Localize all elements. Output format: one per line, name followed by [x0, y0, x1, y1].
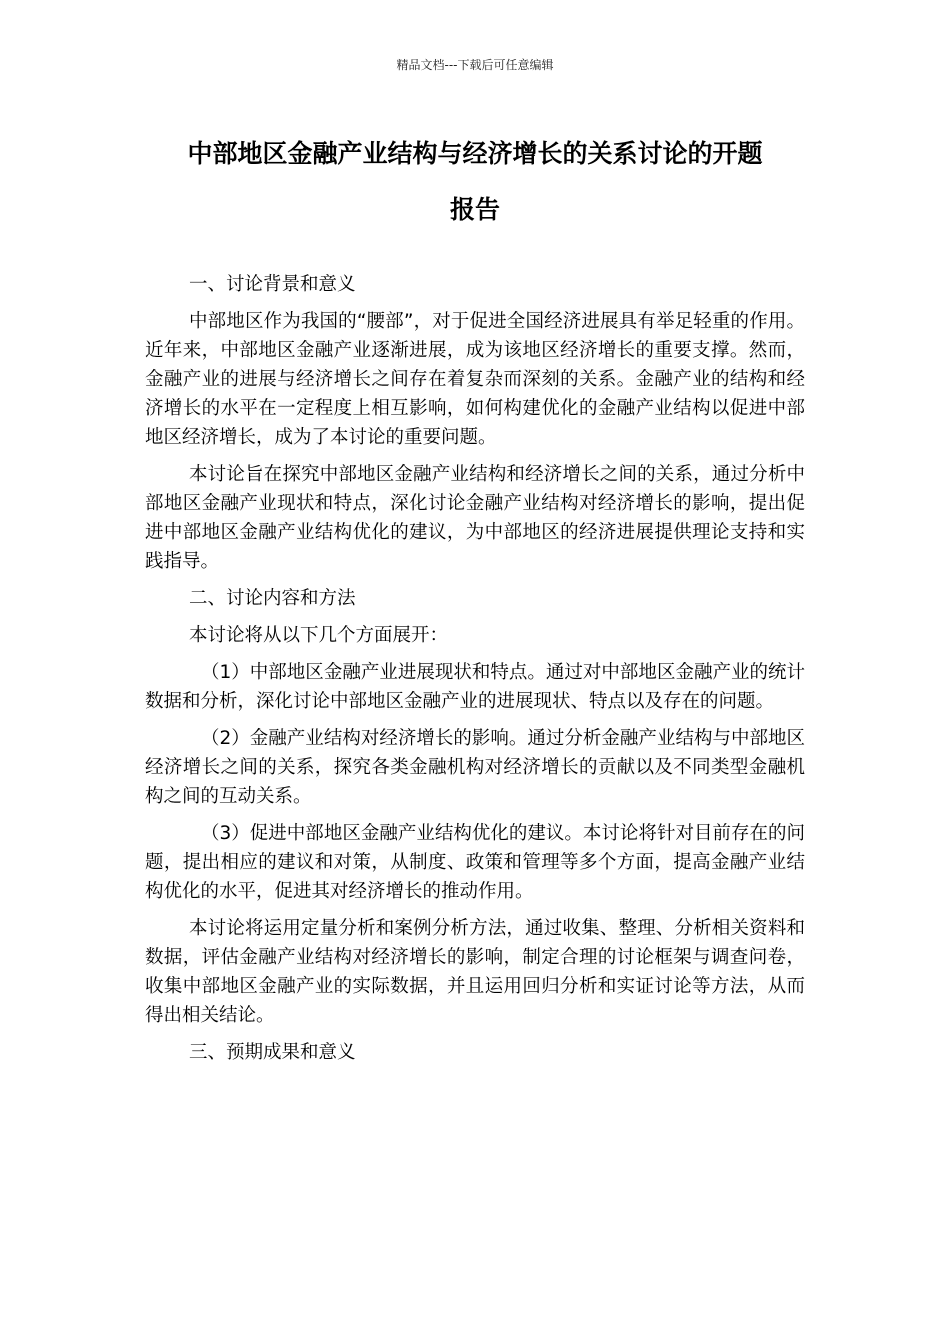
header-watermark: 精品文档---下载后可任意编辑 [396, 58, 554, 72]
section-heading-1: 一、讨论背景和意义 [189, 274, 356, 295]
list-item-2: （2）金融产业结构对经济增长的影响。通过分析金融产业结构与中部地区经济增长之间的关系，探究各类金融机构对经济增长的贡献以及不同类型金融机构之间的互动关系。 [145, 728, 805, 807]
list-item-3: （3）促进中部地区金融产业结构优化的建议。本讨论将针对目前存在的问题，提出相应的建议和对策，从制度、政策和管理等多个方面，提高金融产业结构优化的水平，促进其对经济增长的推动作用。 [145, 823, 805, 902]
paragraph-method: 本讨论将运用定量分析和案例分析方法，通过收集、整理、分析相关资料和数据，评估金融产业结构对经济增长的影响，制定合理的讨论框架与调查问卷，收集中部地区金融产业的实际数据，并且运用回归分析和实证讨论等方法，从而得出相关结论。 [145, 918, 805, 1026]
paragraph-purpose: 本讨论旨在探究中部地区金融产业结构和经济增长之间的关系，通过分析中部地区金融产业现状和特点，深化讨论金融产业结构对经济增长的影响，提出促进中部地区金融产业结构优化的建议，为中部地区的经济进展提供理论支持和实践指导。 [145, 464, 805, 572]
list-item-1: （1）中部地区金融产业进展现状和特点。通过对中部地区金融产业的统计数据和分析，深化讨论中部地区金融产业的进展现状、特点以及存在的问题。 [145, 662, 805, 712]
document-body [145, 270, 805, 1067]
document-title-line2: 报告 [449, 195, 500, 224]
document-title-line1: 中部地区金融产业结构与经济增长的关系讨论的开题 [187, 139, 763, 168]
section-heading-3: 三、预期成果和意义 [189, 1042, 356, 1063]
section-heading-2: 二、讨论内容和方法 [189, 588, 356, 609]
paragraph-background: 中部地区作为我国的“腰部”，对于促进全国经济进展具有举足轻重的作用。近年来，中部地区金融产业逐渐进展，成为该地区经济增长的重要支撑。然而，金融产业的进展与经济增长之间存在着复杂而深刻的关系。金融产业的结构和经济增长的水平在一定程度上相互影响，如何构建优化的金融产业结构以促进中部地区经济增长，成为了本讨论的重要问题。 [145, 311, 805, 448]
paragraph-intro: 本讨论将从以下几个方面展开： [189, 625, 449, 646]
